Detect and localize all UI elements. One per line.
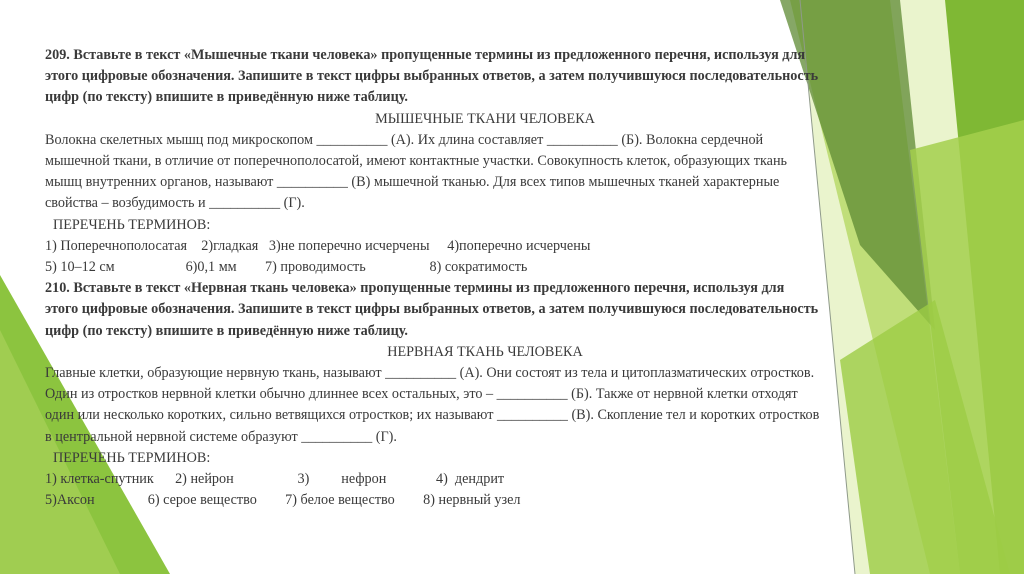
q209-terms-line: 5) 10–12 см 6)0,1 мм 7) проводимость 8) сократимость (45, 259, 528, 276)
q210-text-line: в центральной нервной системе образуют __________ (Г). (45, 428, 397, 445)
q209-text-line: свойства – возбудимость и __________ (Г). (45, 195, 305, 212)
q209-text-line: Волокна скелетных мышц под микроскопом __________ (А). Их длина составляет __________ (Б). Волокна сердечной (45, 131, 764, 148)
q210-terms-line: 1) клетка-спутник 2) нейрон 3) нефрон 4) дендрит (45, 471, 505, 488)
q210-title: НЕРВНАЯ ТКАНЬ ЧЕЛОВЕКА (387, 343, 583, 360)
q209-text-line: мышц внутренних органов, называют __________ (В) мышечной тканью. Для всех типов мышечных тканей характерные (45, 174, 780, 191)
q210-instruction-line: 210. Вставьте в текст «Нервная ткань человека» пропущенные термины из предложенного перечня, используя для (45, 280, 785, 297)
q210-instruction-line: цифр (по тексту) впишите в приведённую ниже таблицу. (45, 322, 408, 339)
q209-instruction-line: этого цифровые обозначения. Запишите в текст цифры выбранных ответов, а затем получившуюся последовательность (45, 68, 819, 85)
document-content (45, 45, 925, 511)
q210-text-line: один или несколько коротких, сильно ветвящихся отростков; их называют __________ (В). Скопление тел и коротких отростков (45, 407, 820, 424)
q210-terms-heading: ПЕРЕЧЕНЬ ТЕРМИНОВ: (53, 449, 211, 466)
q210-terms-line: 5)Аксон 6) серое вещество 7) белое вещество 8) нервный узел (45, 492, 521, 509)
question-210 (45, 278, 925, 511)
q209-instruction-line: 209. Вставьте в текст «Мышечные ткани человека» пропущенные термины из предложенного перечня, используя для (45, 47, 806, 63)
q209-terms-line: 1) Поперечнополосатая 2)гладкая 3)не поперечно исчерчены 4)поперечно исчерчены (45, 237, 591, 254)
q210-instruction-line: этого цифровые обозначения. Запишите в текст цифры выбранных ответов, а затем получившуюся последовательность (45, 301, 819, 318)
q209-title: МЫШЕЧНЫЕ ТКАНИ ЧЕЛОВЕКА (375, 110, 595, 127)
q209-text-line: мышечной ткани, в отличие от поперечнополосатой, имеют контактные участки. Совокупность клеток, образующих ткань (45, 153, 788, 170)
q209-instruction-line: цифр (по тексту) впишите в приведённую ниже таблицу. (45, 89, 408, 106)
q209-terms-heading: ПЕРЕЧЕНЬ ТЕРМИНОВ: (53, 216, 211, 233)
q210-text-line: Главные клетки, образующие нервную ткань, называют __________ (А). Они состоят из тела и цитоплазматических отростков. (45, 365, 815, 382)
question-209 (45, 45, 925, 278)
q210-text-line: Один из отростков нервной клетки обычно длиннее всех остальных, это – __________ (Б). Также от нервной клетки отходят (45, 386, 798, 403)
